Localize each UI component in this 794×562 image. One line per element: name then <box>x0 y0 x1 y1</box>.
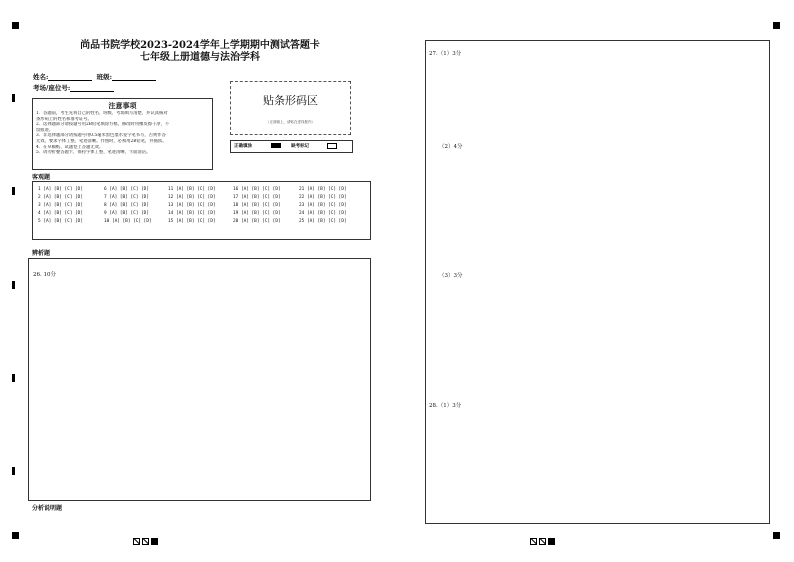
mc-item[interactable]: 10 [A] [B] [C] [D] <box>104 219 152 224</box>
notice-line: 1．答题前，考生先将自己的姓名、班级、考场填写清楚，并认真核对 <box>36 111 168 116</box>
mc-col-4 <box>233 187 281 224</box>
barcode-area <box>230 81 351 135</box>
absent-label: 缺考标记 <box>291 144 310 149</box>
mc-item[interactable]: 2 [A] [B] [C] [D] <box>38 195 83 200</box>
mc-item[interactable]: 24 [A] [B] [C] [D] <box>299 211 347 216</box>
room-seat-label: 考场/座位号: <box>33 84 71 92</box>
notice-line: 2．选择题部分请按题号用2B铅笔填涂方框，修改时用橡皮擦干净，不 <box>36 122 170 128</box>
barcode-note: （正面朝上，请贴在虚线框内） <box>266 120 315 124</box>
absent-mark-box[interactable] <box>327 143 337 149</box>
name-field-row <box>33 72 156 81</box>
mc-item[interactable]: 23 [A] [B] [C] [D] <box>299 203 347 208</box>
notice-line: 3．非选择题部分请按题号用0.5毫米黑色墨水签字笔书写，否则作答 <box>36 133 166 139</box>
registration-mark-bottom-right <box>773 532 780 539</box>
notice-line: 5．请勿折叠答题卡，保持字体工整、笔迹清晰、卡面清洁。 <box>36 150 151 156</box>
page-check-icon <box>530 538 537 545</box>
room-seat-field[interactable] <box>70 84 114 92</box>
question-27-1-label: 27.（1）3分 <box>429 51 462 57</box>
analysis-section-label: 辨析题 <box>32 250 51 257</box>
registration-mark-bottom-left <box>12 532 19 539</box>
notice-box <box>32 98 213 170</box>
objective-section-label: 客观题 <box>32 174 51 181</box>
page-fill-icon <box>548 538 555 545</box>
room-field-row <box>33 83 114 92</box>
answer-box-q26[interactable] <box>28 258 371 501</box>
mc-item[interactable]: 15 [A] [B] [C] [D] <box>168 219 216 224</box>
mc-item[interactable]: 18 [A] [B] [C] [D] <box>233 203 281 208</box>
correct-fill-sample <box>271 143 281 148</box>
mc-item[interactable]: 21 [A] [B] [C] [D] <box>299 187 347 192</box>
mc-item[interactable]: 17 [A] [B] [C] [D] <box>233 195 281 200</box>
mc-col-1 <box>38 187 83 224</box>
name-label: 姓名: <box>33 73 49 81</box>
sheet-subtitle: 七年级上册道德与法治学科 <box>140 52 260 63</box>
mc-item[interactable]: 22 [A] [B] [C] [D] <box>299 195 347 200</box>
mc-item[interactable]: 4 [A] [B] [C] [D] <box>38 211 83 216</box>
timing-mark <box>12 94 15 102</box>
page-fill-icon <box>151 538 158 545</box>
mc-col-5 <box>299 187 347 224</box>
answer-box-right[interactable] <box>425 40 770 524</box>
page-check-icon <box>142 538 149 545</box>
page-check-icon <box>539 538 546 545</box>
page-check-icon <box>133 538 140 545</box>
mc-item[interactable]: 20 [A] [B] [C] [D] <box>233 219 281 224</box>
barcode-title: 贴条形码区 <box>263 94 318 107</box>
timing-mark <box>12 187 15 195</box>
question-27-3-label: （3）3分 <box>439 273 463 279</box>
page-marks-right <box>530 531 555 550</box>
mc-item[interactable]: 14 [A] [B] [C] [D] <box>168 211 216 216</box>
mc-item[interactable]: 8 [A] [B] [C] [D] <box>104 203 149 208</box>
timing-mark <box>12 374 15 382</box>
fill-example <box>230 140 353 153</box>
timing-mark <box>12 467 15 475</box>
mc-item[interactable]: 6 [A] [B] [C] [D] <box>104 187 149 192</box>
notice-line: 无效。要求字体工整、笔迹清晰。作图时，必须用2B铅笔，并描浓。 <box>36 138 167 144</box>
registration-mark-top-left <box>12 22 19 29</box>
class-label: 班级: <box>96 73 113 81</box>
question-26-label: 26. 10分 <box>33 272 56 278</box>
class-field[interactable] <box>112 73 156 81</box>
mc-item[interactable]: 1 [A] [B] [C] [D] <box>38 187 83 192</box>
mc-item[interactable]: 3 [A] [B] [C] [D] <box>38 203 83 208</box>
objective-grid <box>32 181 371 240</box>
notice-line: 4．在草稿纸、试题卷上答题无效。 <box>36 144 104 150</box>
correct-fill-label: 正确填涂 <box>234 144 252 149</box>
mc-col-2 <box>104 187 152 224</box>
notice-line: 留痕迹。 <box>36 127 54 133</box>
mc-col-3 <box>168 187 216 224</box>
mc-item[interactable]: 16 [A] [B] [C] [D] <box>233 187 281 192</box>
mc-item[interactable]: 25 [A] [B] [C] [D] <box>299 219 347 224</box>
page-marks-left <box>133 531 158 550</box>
notice-heading: 注意事项 <box>108 101 137 110</box>
timing-mark <box>12 281 15 289</box>
question-28-1-label: 28.（1）3分 <box>429 403 462 409</box>
mc-item[interactable]: 13 [A] [B] [C] [D] <box>168 203 216 208</box>
notice-line: 条形码上的姓名和准考证号。 <box>36 116 92 122</box>
mc-item[interactable]: 9 [A] [B] [C] [D] <box>104 211 149 216</box>
mc-item[interactable]: 19 [A] [B] [C] [D] <box>233 211 281 216</box>
explanation-section-label: 分析说明题 <box>32 505 63 512</box>
question-27-2-label: （2）4分 <box>439 144 463 150</box>
mc-item[interactable]: 12 [A] [B] [C] [D] <box>168 195 216 200</box>
mc-item[interactable]: 11 [A] [B] [C] [D] <box>168 187 216 192</box>
registration-mark-top-right <box>773 22 780 29</box>
mc-item[interactable]: 7 [A] [B] [C] [D] <box>104 195 149 200</box>
name-field[interactable] <box>48 73 92 81</box>
sheet-title: 尚品书院学校2023-2024学年上学期期中测试答题卡 <box>80 40 320 51</box>
mc-item[interactable]: 5 [A] [B] [C] [D] <box>38 219 83 224</box>
